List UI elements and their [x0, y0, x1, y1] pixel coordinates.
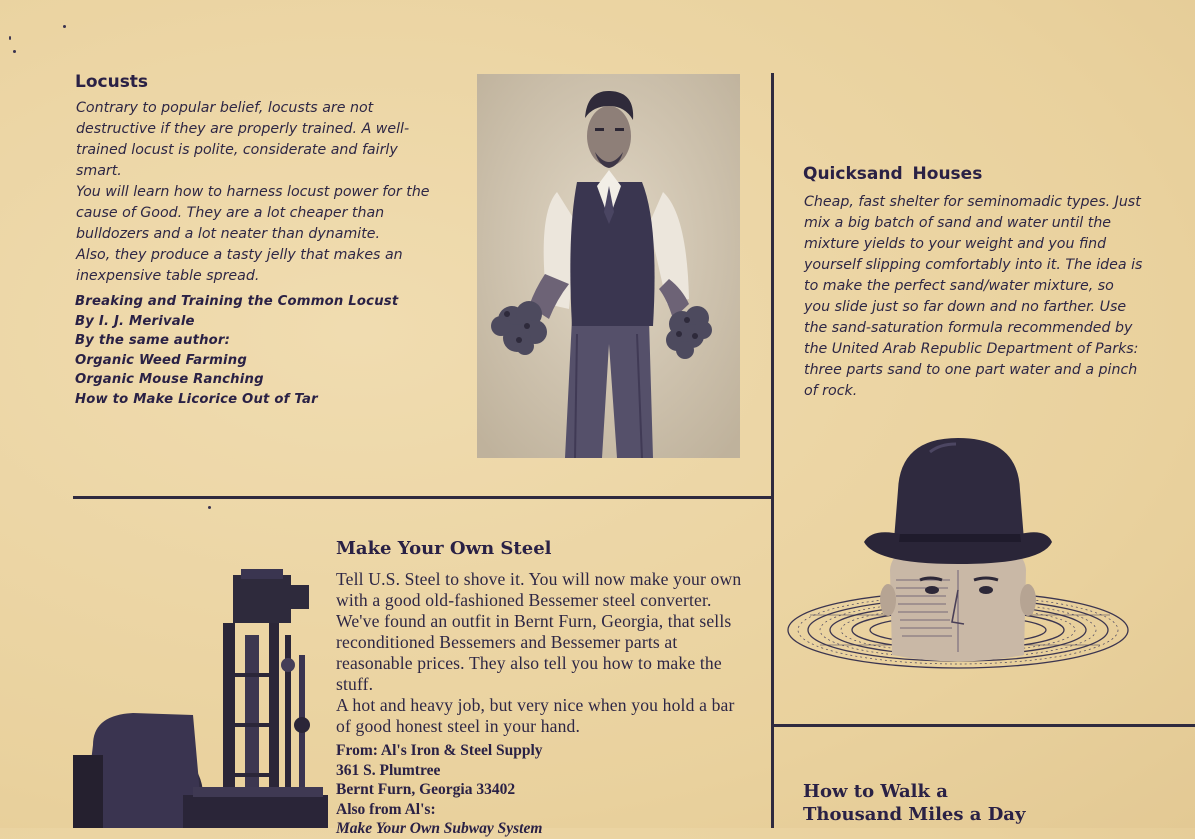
locusts-body	[76, 98, 448, 287]
supplier-street: 361 S. Plumtree	[336, 761, 441, 779]
related-book: Make Your Own Subway System	[336, 820, 543, 837]
walk-title-line: Thousand Miles a Day	[803, 804, 1026, 825]
horizontal-rule-left-column	[73, 496, 773, 499]
horizontal-rule-right-column	[773, 724, 1195, 727]
print-speck	[208, 506, 211, 509]
related-book: How to Make Licorice Out of Tar	[75, 391, 318, 407]
print-speck	[63, 25, 66, 28]
steel-paragraph: Tell U.S. Steel to shove it. You will now make your own with a good old-fashioned Bessemer steel converter. We've found an outfit in Bernt Furn, Georgia, that sells reconditioned Bessemers and Bessemer parts at reasonable prices. They also tell you how to make the stuff.	[336, 569, 742, 694]
locusts-paragraph: Contrary to popular belief, locusts are not destructive if they are properly trained. A well-trained locust is polite, considerate and fairly smart.	[76, 100, 410, 179]
steel-credits	[336, 741, 742, 839]
walk-title-line: How to Walk a	[803, 781, 948, 802]
locusts-paragraph: Also, they produce a tasty jelly that makes an inexpensive table spread.	[76, 247, 403, 284]
related-heading: Also from Al's:	[336, 800, 436, 818]
locusts-title: Locusts	[75, 72, 149, 92]
print-speck	[13, 50, 16, 53]
print-speck	[9, 36, 11, 40]
book-author: By I. J. Merivale	[75, 313, 195, 329]
related-heading: By the same author:	[75, 333, 231, 348]
walk-title	[803, 780, 1025, 826]
supplier-name: From: Al's Iron & Steel Supply	[336, 742, 543, 759]
quicksand-man-illustration	[780, 430, 1135, 695]
bessemer-converter-illustration	[73, 565, 328, 828]
steel-body	[336, 569, 742, 737]
quicksand-title: Quicksand Houses	[803, 164, 983, 184]
quicksand-body: Cheap, fast shelter for seminomadic types. Just mix a big batch of sand and water until the mixture yields to your weight and you find yourself slipping comfortably into it. The idea is to make the perfect sand/water mixture, so you slide just so far down and no farther. Use the sand-saturation formula recommended by the United Arab Republic Department of Parks: three parts sand to one part water and a pinch of rock.	[804, 194, 1143, 399]
related-book: Organic Weed Farming	[75, 352, 247, 368]
locust-man-illustration	[477, 74, 740, 458]
locust-man-photo	[477, 74, 740, 458]
book-title: Breaking and Training the Common Locust	[75, 294, 399, 309]
steel-paragraph: A hot and heavy job, but very nice when you hold a bar of good honest steel in your hand.	[336, 695, 735, 736]
locusts-paragraph: You will learn how to harness locust power for the cause of Good. They are a lot cheaper than bulldozers and a lot neater than dynamite.	[76, 184, 430, 242]
steel-title: Make Your Own Steel	[336, 538, 552, 559]
related-book: Organic Mouse Ranching	[75, 372, 264, 387]
supplier-city: Bernt Furn, Georgia 33402	[336, 781, 516, 798]
vertical-rule-right-column	[771, 73, 774, 828]
locusts-credits	[75, 292, 455, 409]
